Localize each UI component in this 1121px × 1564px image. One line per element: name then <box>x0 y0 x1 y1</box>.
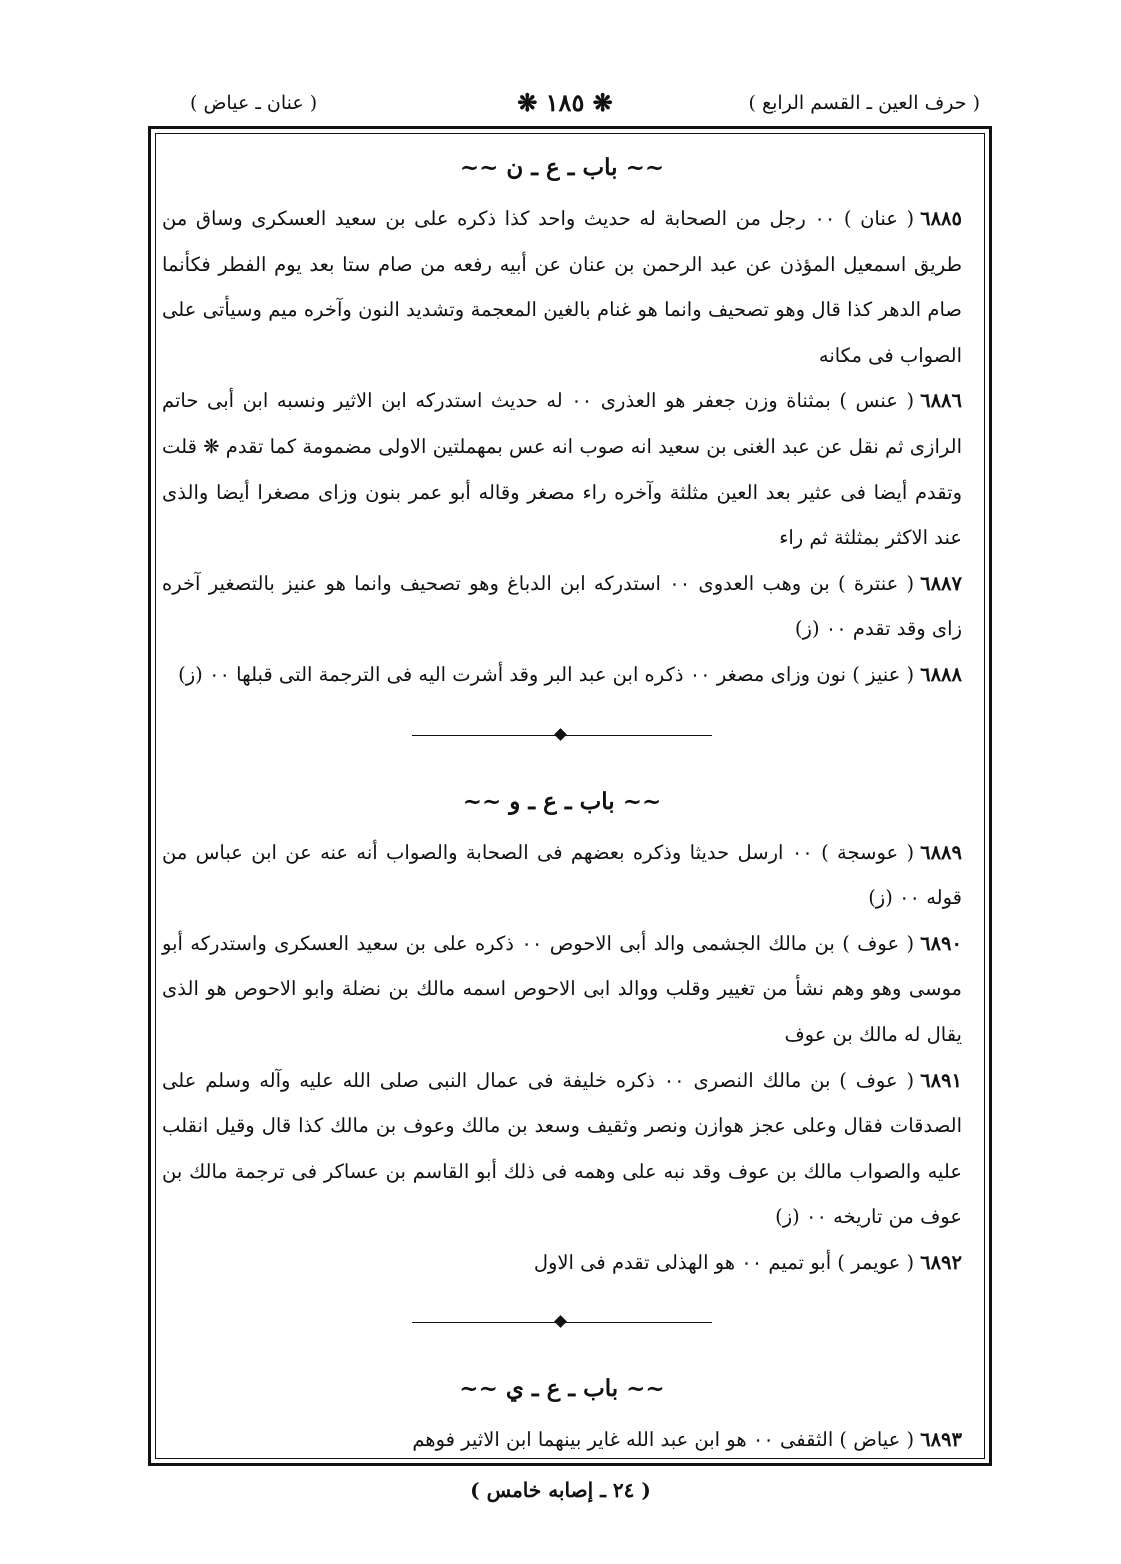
entry <box>162 1240 962 1286</box>
entry <box>162 1417 962 1463</box>
entry-text: ( عنس ) بمثناة وزن جعفر هو العذرى ٠٠ له حديث استدركه ابن الاثير ونسبه ابن أبى حاتم الرازى ثم نقل عن عبد الغنى بن سعيد انه صوب انه عس بمهملتين الاولى مضمومة كما تقدم ❋ قلت وتقدم أيضا فى عثير بعد العين مثلثة وآخره راء مصغر وقاله أبو عمر بنون وزاى مصغرا أيضا والذى عند الاكثر بمثلثة ثم راء <box>162 389 962 550</box>
page-number: ❋ ١٨٥ ❋ <box>517 88 613 117</box>
entry-text: ( عياض ) الثقفى ٠٠ هو ابن عبد الله غاير بينهما ابن الاثير فوهم <box>412 1428 915 1452</box>
page-body <box>162 140 962 1463</box>
running-head-section: ( حرف العين ـ القسم الرابع ) <box>748 92 980 114</box>
entry-number: ٦٨٩٣ <box>920 1428 962 1452</box>
entry-number: ٦٨٨٩ <box>920 840 963 864</box>
divider-diamond-icon <box>554 1316 567 1329</box>
entry-text: ( عوسجة ) ٠٠ ارسل حديثا وذكره بعضهم فى الصحابة والصواب أنه عنه عن ابن عباس من قوله ٠٠ (ز) <box>162 840 962 910</box>
entry-text: ( عوف ) بن مالك النصرى ٠٠ ذكره خليفة فى عمال النبى صلى الله عليه وآله وسلم على الصدقات فقال وعلى عجز هوازن ونصر وثقيف وسعد بن مالك وعوف بن مالك كذا قال وقيل انقلب عليه والصواب مالك بن عوف وقد نبه على وهمه فى ذلك أبو القاسم بن عساكر فى ترجمة مالك بن عوف من تاريخه ٠٠ (ز) <box>162 1068 962 1229</box>
entry-text: ( عوف ) بن مالك الجشمى والد أبى الاحوص ٠٠ ذكره على بن سعيد العسكرى واستدركه أبو موسى وهو وهم نشأ من تغيير وقلب ووالد ابى الاحوص اسمه مالك بن نضلة وابو الاحوص هو الذى يقال له مالك بن عوف <box>162 931 962 1046</box>
entry-number: ٦٨٩١ <box>920 1068 962 1092</box>
divider-diamond-icon <box>554 728 567 741</box>
entry <box>162 830 962 921</box>
entry-text: ( عنان ) ٠٠ رجل من الصحابة له حديث واحد كذا ذكره على بن سعيد العسكرى وساق من طريق اسمعيل المؤذن عن عبد الرحمن بن عنان عن أبيه رفعه من صام ستا بعد يوم الفطر فكأنما صام الدهر كذا قال وهو تصحيف وانما هو غنام بالغين المعجمة وتشديد النون وآخره ميم وسيأتى على الصواب فى مكانه <box>162 207 962 367</box>
entry-number: ٦٨٨٦ <box>920 389 962 413</box>
entry <box>162 1058 962 1240</box>
section-divider <box>162 716 962 756</box>
entry-text: ( عويمر ) أبو تميم ٠٠ هو الهذلى تقدم فى الاول <box>533 1250 915 1274</box>
running-head-range: ( عنان ـ عياض ) <box>190 92 318 114</box>
entry-number: ٦٨٨٧ <box>920 571 962 595</box>
printer-signature: ( ٢٤ ـ إصابه خامس ) <box>470 1478 651 1502</box>
section-heading-ain-nun: ~~ باب ـ ع ـ ن ~~ <box>459 154 665 181</box>
section-heading-ain-ya: ~~ باب ـ ع ـ ي ~~ <box>459 1375 665 1403</box>
entry <box>162 652 962 698</box>
entry-text: ( عنيز ) نون وزاى مصغر ٠٠ ذكره ابن عبد البر وقد أشرت اليه فى الترجمة التى قبلها ٠٠ (ز) <box>178 662 915 686</box>
entry <box>162 561 962 652</box>
entry <box>162 378 962 560</box>
entry <box>162 921 962 1058</box>
entry <box>162 196 962 378</box>
entry-number: ٦٨٨٨ <box>920 662 962 686</box>
entry-number: ٦٨٩٠ <box>920 931 962 955</box>
running-head <box>150 88 980 122</box>
section-divider <box>162 1303 962 1343</box>
section-heading-ain-waw: ~~ باب ـ ع ـ و ~~ <box>462 787 662 815</box>
entry-text: ( عنترة ) بن وهب العدوى ٠٠ استدركه ابن الدباغ وهو تصحيف وانما هو عنيز بالتصغير آخره زاى وقد تقدم ٠٠ (ز) <box>162 571 962 641</box>
entry-number: ٦٨٨٥ <box>920 207 962 230</box>
entry-number: ٦٨٩٢ <box>920 1250 962 1274</box>
